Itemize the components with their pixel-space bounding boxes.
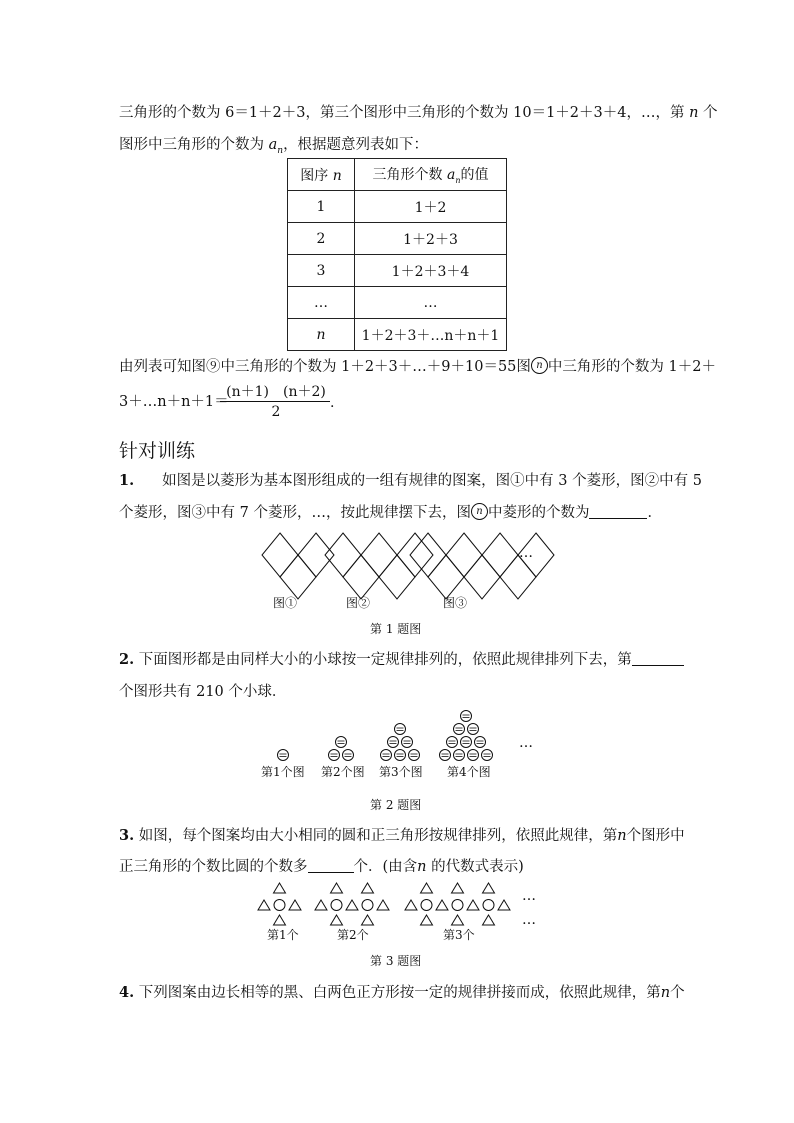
triangle: [274, 883, 286, 893]
table-cell-value: …: [355, 287, 507, 319]
table-cell-index: n: [288, 319, 355, 351]
circle: [362, 900, 373, 911]
q2-fig-label: 第3个图: [379, 765, 423, 779]
header-value-var: a: [446, 167, 456, 184]
q3-number: 3.: [119, 827, 135, 844]
var-a-subscript: n: [277, 145, 284, 156]
fraction-denominator: 2: [271, 404, 281, 420]
triangle: [362, 915, 374, 925]
triangle: [362, 883, 374, 893]
triangle: [467, 900, 479, 910]
q3-text-2b: 个．(由含: [353, 859, 418, 875]
q3-text-1b: 个图形中: [626, 828, 685, 844]
q2-caption: 第 2 题图: [370, 798, 422, 812]
header-index-var: n: [332, 167, 342, 184]
q1-fig-label: 图②: [346, 596, 371, 610]
var-n: n: [689, 105, 699, 121]
triangle: [436, 900, 448, 910]
table-cell-value: 1＋2＋3＋4: [355, 255, 507, 287]
q3-text-2a: 正三角形的个数比圆的个数多: [119, 859, 308, 875]
var-n: n: [417, 859, 427, 875]
triangle: [377, 900, 389, 910]
conclusion-text-a: 由列表可知图⑨中三角形的个数为 1＋2＋3＋…＋9＋10＝55图: [119, 359, 531, 375]
triangle-circle-groups: [258, 883, 510, 925]
conclusion-text-b: 中三角形的个数为 1＋2＋: [547, 359, 716, 375]
q4-line-1: [119, 983, 685, 1003]
header-value-suffix: 的值: [460, 167, 489, 184]
triangle: [421, 915, 433, 925]
table-cell-value: 1＋2＋3: [355, 223, 507, 255]
triangle: [315, 900, 327, 910]
q4-number: 4.: [119, 984, 135, 1001]
triangle: [452, 915, 464, 925]
table-cell-index: …: [288, 287, 355, 319]
triangle: [483, 883, 495, 893]
q1-ellipsis: …: [519, 545, 533, 561]
q2-fig-label: 第1个图: [261, 765, 305, 779]
header-index-label: 图序: [300, 167, 329, 184]
triangle: [405, 900, 417, 910]
circle: [274, 900, 285, 911]
q3-caption: 第 3 题图: [370, 954, 422, 968]
triangle: [289, 900, 301, 910]
q2-text: 下面图形都是由同样大小的小球按一定规律排列的，依照此规律排列下去，第: [138, 652, 632, 668]
triangle: [421, 883, 433, 893]
intro-line-1-end: 个: [703, 105, 718, 121]
q4-text-1b: 个: [670, 985, 685, 1001]
q1-fig-label: 图③: [443, 596, 468, 610]
table-cell-index: 3: [288, 255, 355, 287]
q2-fig-label: 第4个图: [447, 765, 491, 779]
q1-text-2a: 个菱形，图③中有 7 个菱形，…，按此规律摆下去，图: [119, 505, 471, 521]
fraction-numerator: (n＋1) (n＋2): [226, 384, 326, 400]
table-cell-index: 1: [288, 191, 355, 223]
triangle: [331, 883, 343, 893]
q1-caption: 第 1 题图: [370, 622, 422, 636]
table-cell-value: 1＋2: [355, 191, 507, 223]
circled-n: n: [531, 357, 548, 374]
table-cell-value: 1＋2＋3＋…n＋n＋1: [355, 319, 507, 351]
triangle: [483, 915, 495, 925]
circle: [421, 900, 432, 911]
q1-text-2b: 中菱形的个数为: [487, 505, 590, 521]
table-cell-index: 2: [288, 223, 355, 255]
q2-ellipsis: …: [519, 735, 533, 751]
conclusion-formula-lhs: 3＋…n＋n＋1＝: [119, 394, 229, 410]
q3-text-1a: 如图，每个图案均由大小相同的圆和正三角形按规律排列，依照此规律，第: [138, 828, 618, 844]
circle: [331, 900, 342, 911]
circle: [483, 900, 494, 911]
triangle: [346, 900, 358, 910]
var-n: n: [660, 985, 671, 1001]
header-value-subscript: n: [455, 175, 461, 185]
q2-text-2: 个图形共有 210 个小球．: [119, 684, 287, 700]
formula-period: .: [330, 395, 335, 411]
q3-text-2c: 的代数式表示): [426, 859, 524, 875]
triangle: [274, 915, 286, 925]
triangle: [258, 900, 270, 910]
var-a: a: [268, 137, 278, 153]
q3-ellipsis: …: [522, 888, 536, 904]
q2-number: 2.: [119, 651, 135, 668]
intro-line-2-end: ，根据题意列表如下：: [283, 137, 429, 153]
q1-fig-label: 图①: [273, 596, 298, 610]
q1-number: 1.: [119, 472, 135, 489]
q3-fig-label: 第2个: [337, 928, 369, 942]
q3-ellipsis: …: [522, 912, 536, 928]
circle: [452, 900, 463, 911]
q1-text-2-end: ．: [647, 505, 662, 521]
triangle: [331, 915, 343, 925]
var-n: n: [617, 828, 627, 844]
triangle: [452, 883, 464, 893]
q3-fig-label: 第3个: [443, 928, 475, 942]
q3-fig-label: 第1个: [267, 928, 299, 942]
intro-line-1-text: 三角形的个数为 6＝1＋2＋3，第三个图形中三角形的个数为 10＝1＋2＋3＋4，…，第: [119, 105, 685, 121]
circled-n: n: [471, 503, 488, 520]
intro-line-2-text: 图形中三角形的个数为: [119, 137, 264, 153]
q2-fig-label: 第2个图: [321, 765, 365, 779]
q4-text-1a: 下列图案由边长相等的黑、白两色正方形按一定的规律拼接而成，依照此规律，第: [138, 985, 661, 1001]
q1-text: 如图是以菱形为基本图形组成的一组有规律的图案，图①中有 3 个菱形，图②中有 5: [162, 473, 702, 489]
triangle: [498, 900, 510, 910]
section-title: 针对训练: [119, 440, 196, 462]
header-value-label: 三角形个数: [372, 167, 443, 184]
